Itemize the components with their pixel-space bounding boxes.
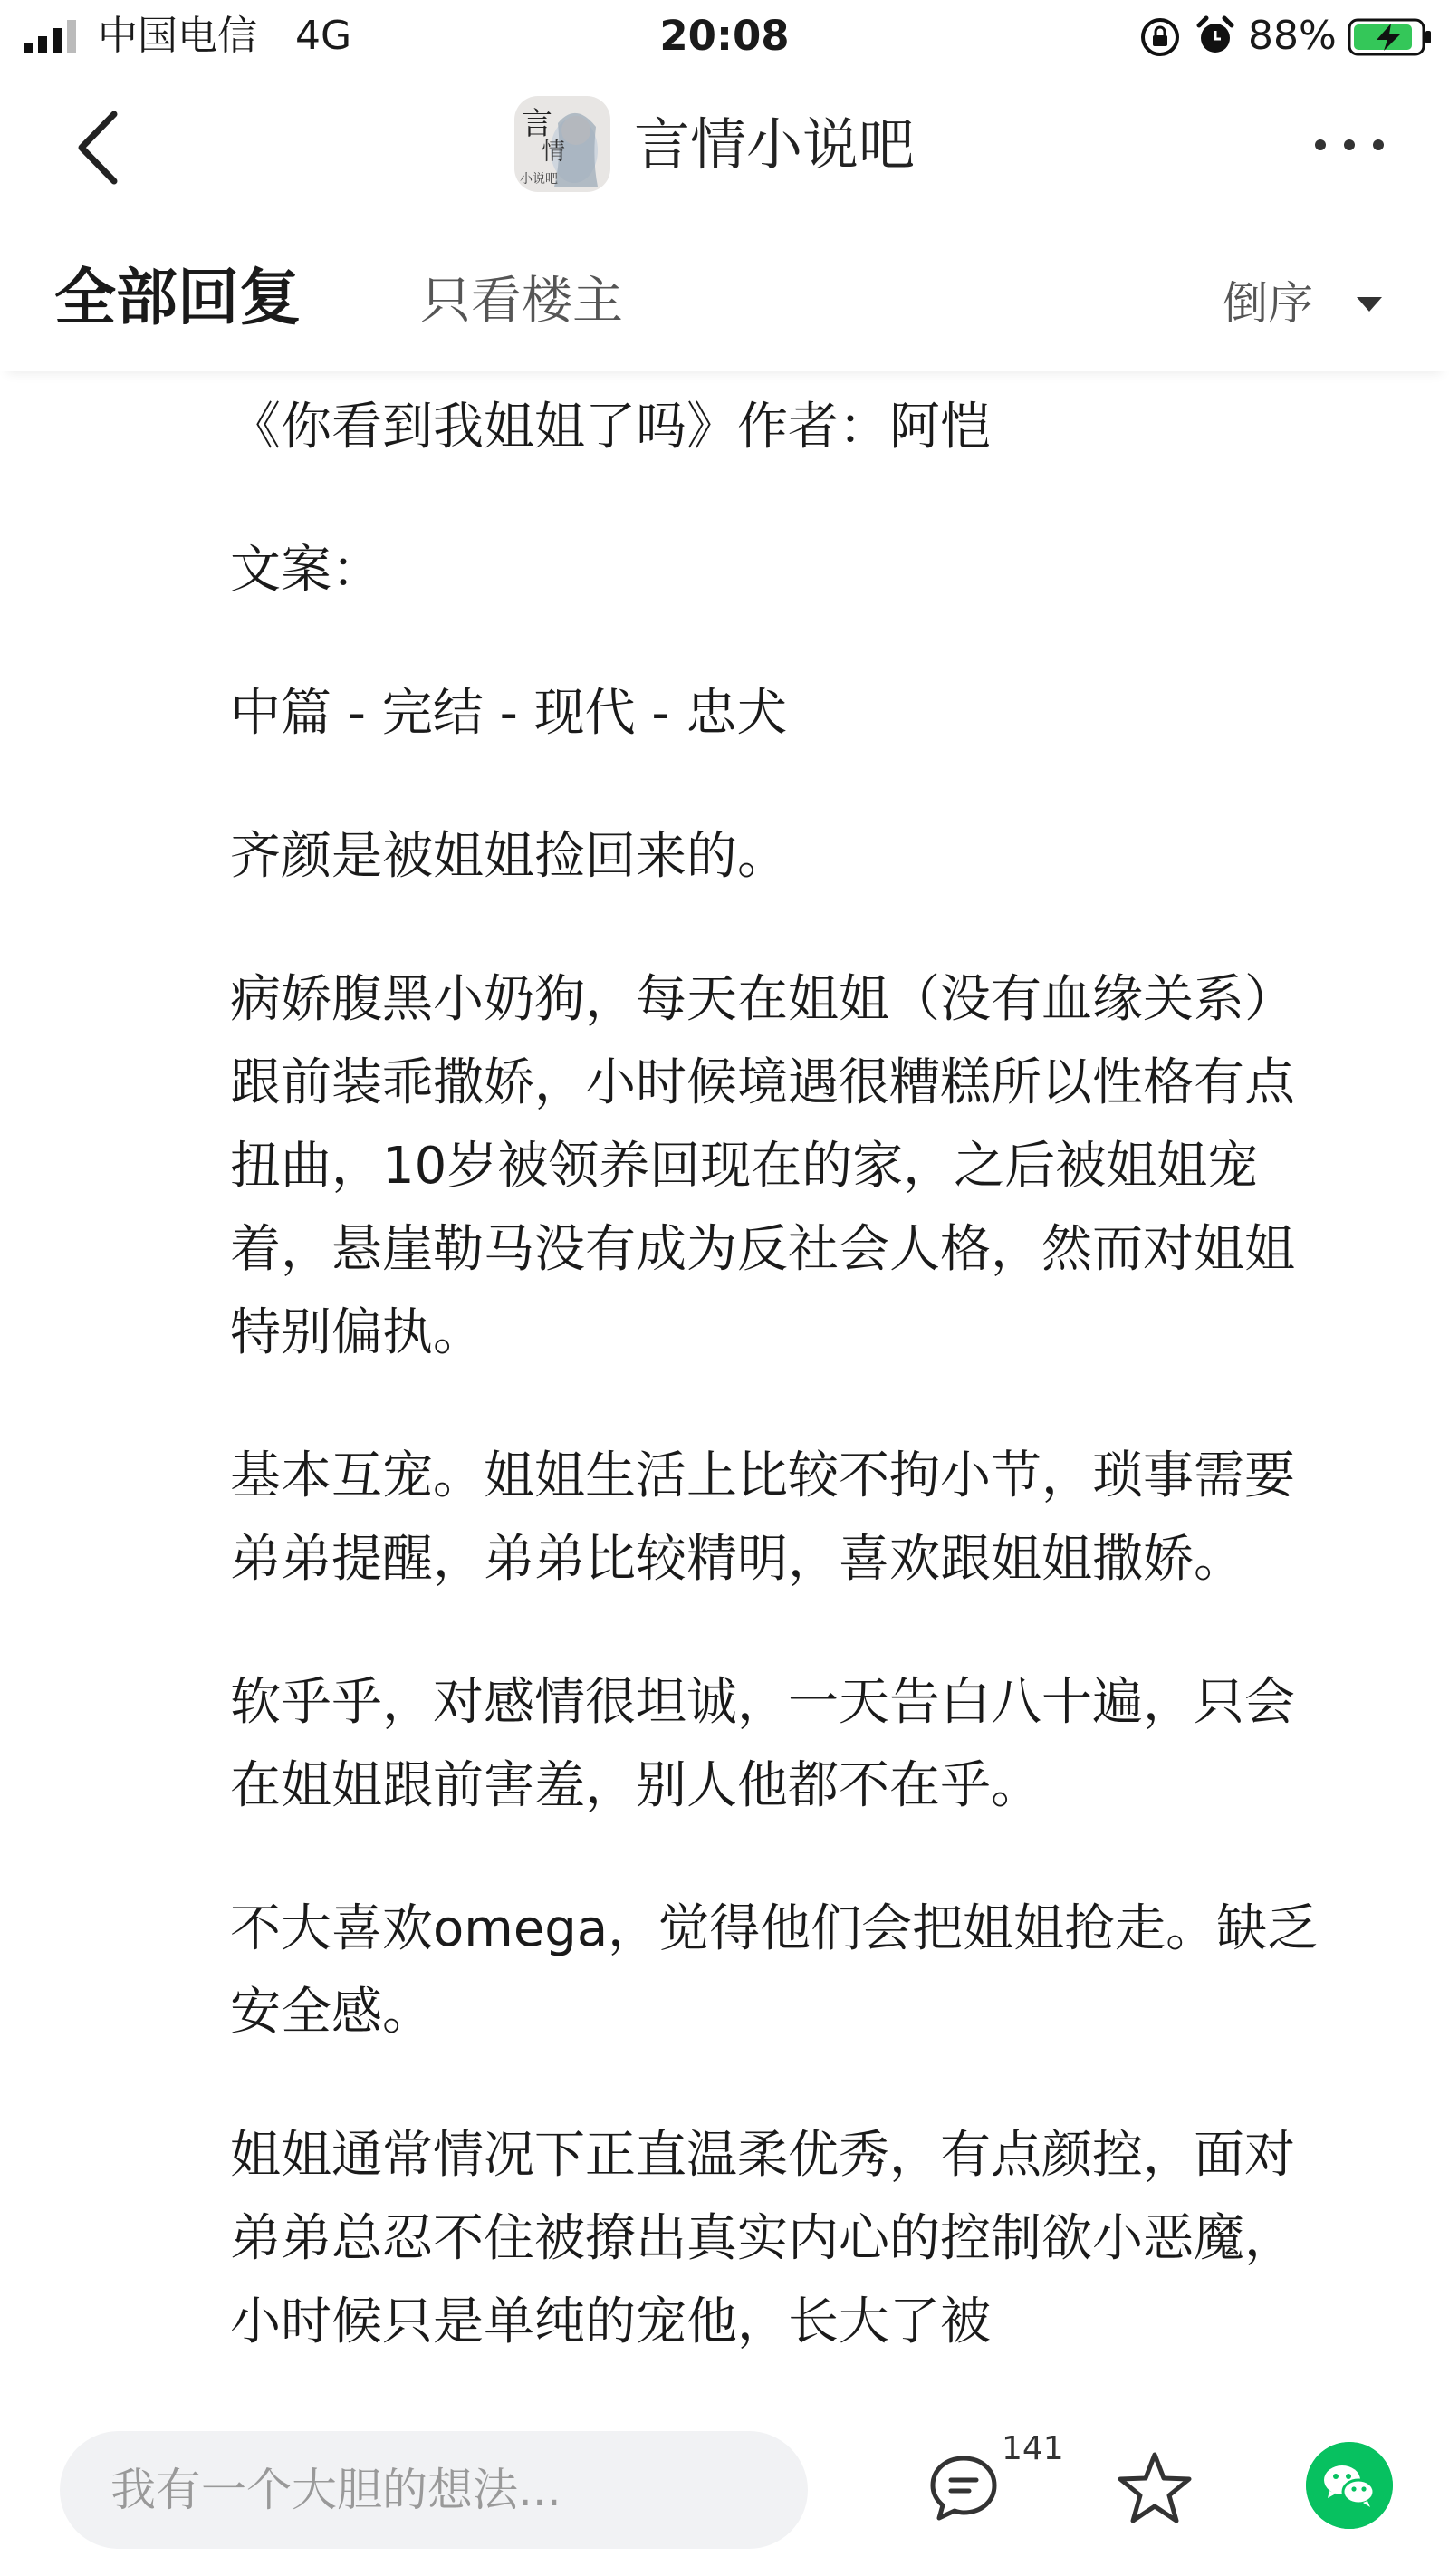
post-paragraph: 姐姐通常情况下正直温柔优秀，有点颜控，面对弟弟总忍不住被撩出真实内心的控制欲小恶魔，小时候只是单纯的宠他，长大了被 — [230, 2126, 1295, 2351]
sort-dropdown[interactable] — [1223, 263, 1404, 344]
svg-text:情: 情 — [542, 139, 566, 166]
carrier-name: 中国电信 — [98, 13, 257, 59]
status-bar — [0, 0, 1449, 76]
reply-placeholder: 我有一个大胆的想法... — [110, 2464, 561, 2516]
sort-label: 倒序 — [1223, 277, 1313, 330]
post-paragraph: 不大喜欢omega，觉得他们会把姐姐抢走。缺乏安全感。 — [230, 1899, 1319, 2042]
forum-name[interactable]: 言情小说吧 — [634, 111, 916, 178]
battery-charging-icon — [1348, 18, 1433, 56]
comment-icon[interactable] — [927, 2451, 1000, 2523]
reply-input[interactable] — [60, 2431, 808, 2549]
battery-percent: 88% — [1248, 13, 1337, 59]
post-paragraph: 《你看到我姐姐了吗》作者：阿恺 — [230, 398, 991, 457]
star-icon[interactable] — [1116, 2449, 1194, 2527]
comment-count: 141 — [1002, 2430, 1064, 2467]
post-paragraph: 齐颜是被姐姐捡回来的。 — [230, 827, 788, 886]
network-type: 4G — [294, 13, 352, 59]
post-paragraph: 文案： — [230, 541, 382, 600]
post-content — [230, 386, 1335, 2406]
wechat-share-icon[interactable] — [1306, 2442, 1393, 2529]
nav-bar — [0, 87, 1449, 208]
post-paragraph: 中篇 - 完结 - 现代 - 忠犬 — [230, 684, 788, 743]
svg-text:小说吧: 小说吧 — [520, 172, 558, 187]
clock: 20:08 — [659, 12, 790, 60]
more-icon[interactable] — [1304, 127, 1395, 163]
post-paragraph: 病娇腹黑小奶狗，每天在姐姐（没有血缘关系）跟前装乖撒娇，小时候境遇很糟糕所以性格有点扭曲，10岁被领养回现在的家，之后被姐姐宠着，悬崖勒马没有成为反社会人格，然而对姐姐特别偏执。 — [230, 970, 1295, 1362]
post-paragraph: 软乎乎，对感情很坦诚，一天告白八十遍，只会在姐姐跟前害羞，别人他都不在乎。 — [230, 1673, 1295, 1815]
post-paragraph: 基本互宠。姐姐生活上比较不拘小节，琐事需要弟弟提醒，弟弟比较精明，喜欢跟姐姐撒娇。 — [230, 1447, 1295, 1589]
back-icon[interactable] — [63, 107, 136, 188]
alarm-icon — [1194, 14, 1237, 58]
tab-all-replies[interactable]: 全部回复 — [54, 263, 302, 334]
caret-down-icon — [1357, 297, 1382, 312]
orientation-lock-icon — [1139, 16, 1181, 58]
reply-filter-tabs — [0, 226, 1449, 371]
forum-avatar[interactable] — [514, 96, 610, 192]
tab-owner-only[interactable]: 只看楼主 — [420, 272, 623, 331]
bottom-action-bar — [0, 2406, 1449, 2576]
svg-text:言: 言 — [522, 106, 552, 142]
